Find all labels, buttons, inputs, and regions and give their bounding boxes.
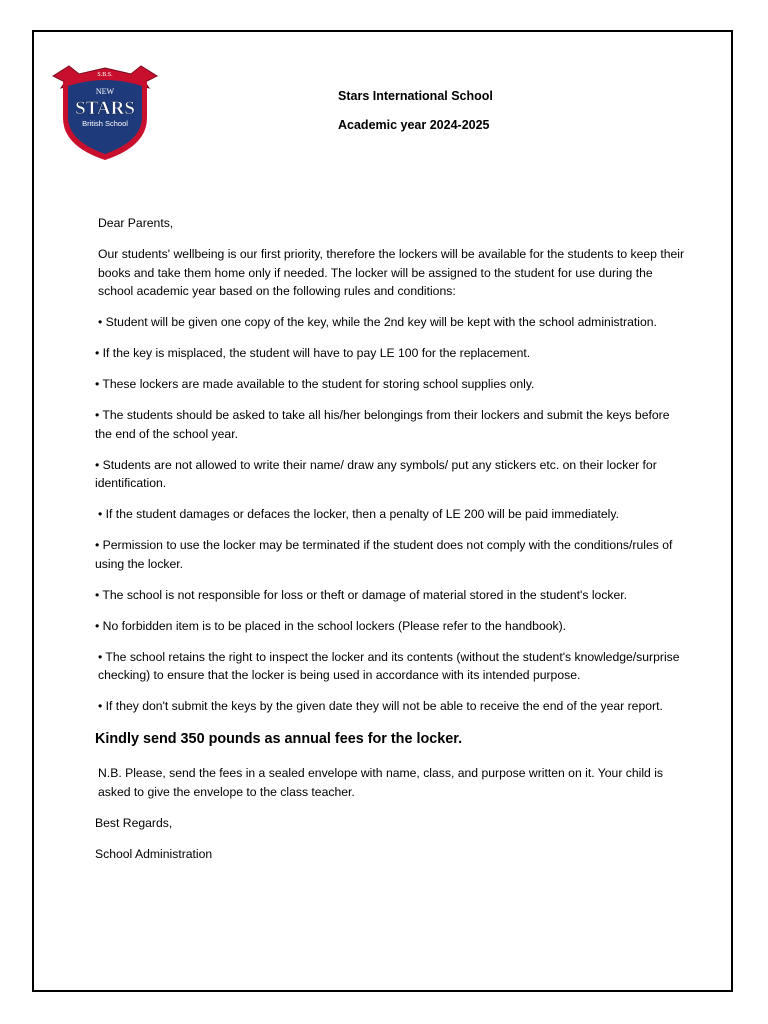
school-crest-logo [49, 54, 161, 162]
closing: Best Regards, [95, 815, 173, 830]
intro-paragraph: Our students' wellbeing is our first priority, therefore the lockers will be available for the students to keep their books and take them home only if needed. The locker will be assigned to the student for use during the school academic year based on the following rules and conditions: [98, 247, 685, 298]
greeting: Dear Parents, [98, 216, 174, 230]
letter-header [314, 89, 514, 147]
letter-body [95, 214, 685, 876]
rule-item: • The students should be asked to take all his/her belongings from their lockers and submit the keys before the end of the school year. [95, 408, 670, 441]
signature: School Administration [95, 846, 213, 861]
rule-item: • If the key is misplaced, the student will have to pay LE 100 for the replacement. [95, 346, 531, 360]
rule-item: • These lockers are made available to the student for storing school supplies only. [95, 377, 535, 391]
academic-year: Academic year 2024-2025 [338, 118, 490, 132]
letter-page [32, 30, 733, 992]
rule-item: • The school is not responsible for loss or theft or damage of material stored in the student's locker. [95, 587, 628, 602]
crest-ribbon-text: S.B.S. [97, 72, 113, 78]
fees-notice: Kindly send 350 pounds as annual fees for the locker. [95, 730, 463, 747]
rule-item: • Student will be given one copy of the key, while the 2nd key will be kept with the school administration. [98, 315, 657, 329]
rule-item: • The school retains the right to inspect the locker and its contents (without the student's knowledge/surprise checking) to ensure that the locker is being used in accordance with its intended purpose. [98, 649, 680, 682]
note-paragraph: N.B. Please, send the fees in a sealed envelope with name, class, and purpose written on it. Your child is asked to give the envelope to the class teacher. [98, 766, 664, 799]
rule-item: • If they don't submit the keys by the given date they will not be able to receive the end of the year report. [98, 699, 663, 713]
rule-item: • No forbidden item is to be placed in the school lockers (Please refer to the handbook). [95, 618, 567, 633]
rule-item: • If the student damages or defaces the locker, then a penalty of LE 200 will be paid immediately. [98, 507, 619, 521]
crest-arc-text: NEW [95, 87, 115, 96]
crest-sub-text: British School [82, 119, 128, 128]
rule-item: • Permission to use the locker may be terminated if the student does not comply with the conditions/rules of using the locker. [95, 538, 673, 571]
crest-main-text: STARS [75, 98, 135, 119]
school-name: Stars International School [338, 89, 493, 103]
rule-item: • Students are not allowed to write their name/ draw any symbols/ put any stickers etc. on their locker for identification. [95, 457, 657, 490]
